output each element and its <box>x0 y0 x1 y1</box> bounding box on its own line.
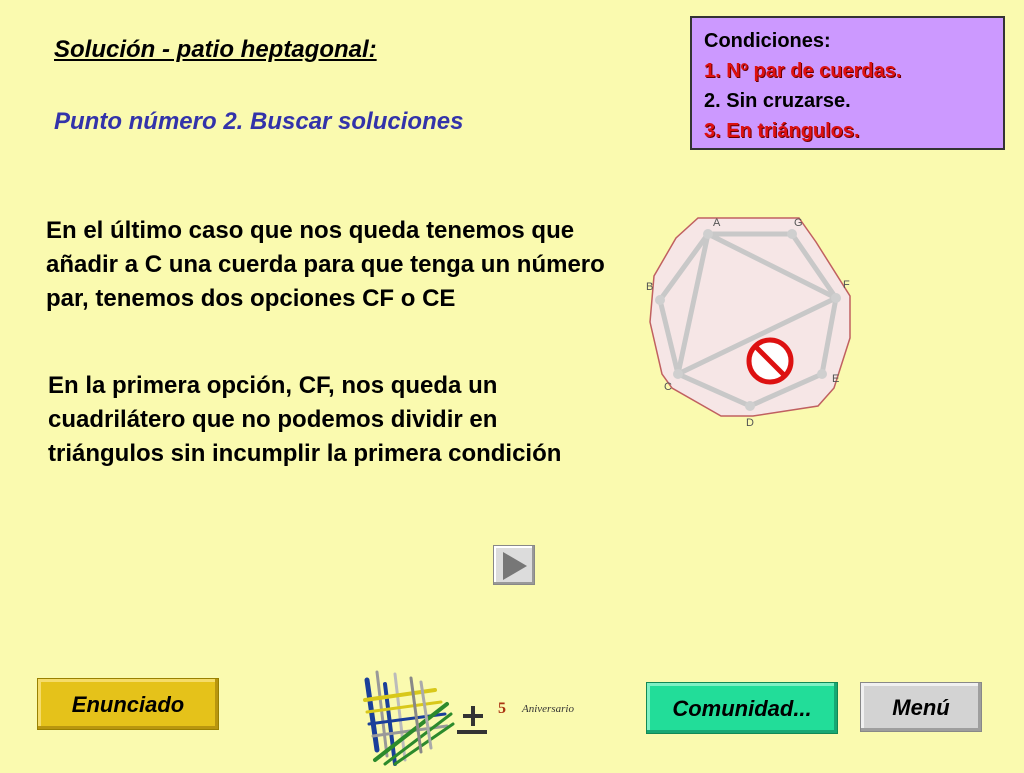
condition-item-1: 1. Nº par de cuerdas. <box>704 60 902 82</box>
menu-button[interactable]: Menú <box>860 682 982 732</box>
vertex-f <box>831 293 841 303</box>
patio-outline <box>650 218 850 416</box>
vertex-label-d: D <box>746 417 754 429</box>
heptagon-diagram <box>636 210 866 435</box>
page-title: Solución - patio heptagonal: <box>54 36 377 63</box>
logo-graphic <box>355 660 495 768</box>
vertex-b <box>655 295 665 305</box>
conditions-box <box>690 16 1005 150</box>
next-button[interactable] <box>493 545 535 585</box>
vertex-label-c: C <box>664 381 672 393</box>
logo-word: Aniversario <box>522 703 574 715</box>
play-arrow-icon <box>503 552 527 580</box>
vertex-c <box>673 369 683 379</box>
vertex-e <box>817 369 827 379</box>
vertex-label-e: E <box>832 373 840 385</box>
vertex-a <box>703 229 713 239</box>
vertex-g <box>787 229 797 239</box>
condition-item-2: 2. Sin cruzarse. <box>704 90 851 112</box>
explanation-paragraph-1: En el último caso que nos queda tenemos que añadir a C una cuerda para que tenga un número par, tenemos dos opciones CF o CE <box>46 217 605 312</box>
vertex-d <box>745 401 755 411</box>
no-entry-icon <box>749 340 791 382</box>
vertex-label-a: A <box>713 217 721 229</box>
anniversary-logo <box>355 660 587 768</box>
condition-item-3: 3. En triángulos. <box>704 120 860 142</box>
vertex-label-f: F <box>843 279 850 291</box>
vertex-label-b: B <box>646 281 654 293</box>
comunidad-button[interactable]: Comunidad... <box>646 682 838 734</box>
page-subtitle: Punto número 2. Buscar soluciones <box>54 108 464 135</box>
vertex-label-g: G <box>794 217 803 229</box>
explanation-paragraph-2: En la primera opción, CF, nos queda un cuadrilátero que no podemos dividir en triángulos sin incumplir la primera condición <box>48 372 562 467</box>
conditions-heading: Condiciones: <box>704 30 831 52</box>
logo-number: 5 <box>498 700 506 717</box>
enunciado-button[interactable]: Enunciado <box>37 678 219 730</box>
